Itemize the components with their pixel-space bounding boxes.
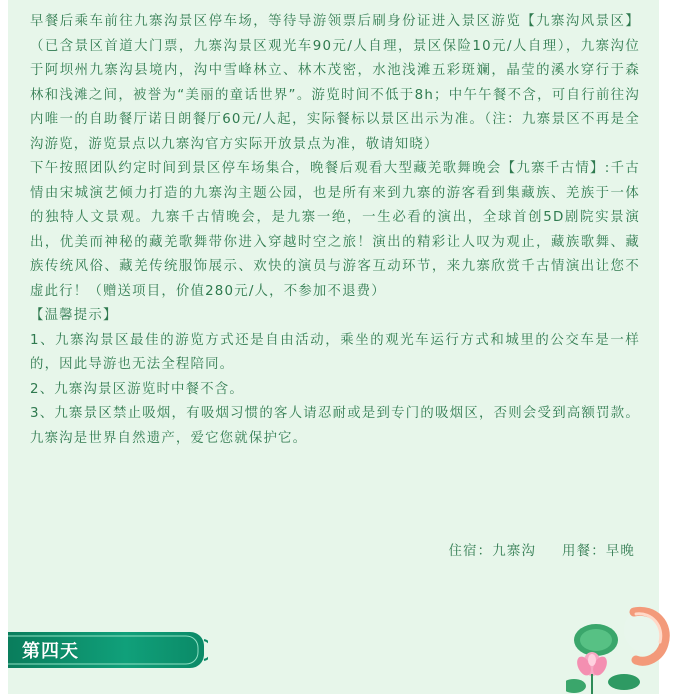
stay-info: 住宿：九寨沟 xyxy=(448,544,537,559)
lotus-koi-illustration xyxy=(566,600,673,694)
stay-meal-info xyxy=(449,540,636,559)
paragraph-jiuzhaigou-tour: 早餐后乘车前往九寨沟景区停车场，等待导游领票后刷身份证进入景区游览【九寨沟风景区】（已含景区首道大门票，九寨沟景区观光车90元/人自理，景区保险10元/人自理），九寨沟位于阿坝州九寨沟县境内，沟中雪峰林立、林木茂密，水池浅滩五彩斑斓，晶莹的溪水穿行于森林和浅滩之间，被誉为“美丽的童话世界”。游览时间不低于8h；中午午餐不含，可自行前往沟内唯一的自助餐厅诺日朗餐厅60元/人起，实际餐标以景区出示为准。（注：九寨景区不再是全沟游览，游览景点以九寨沟官方实际开放景点为准，敬请知晓） xyxy=(30,14,640,152)
paragraph-evening-show: 下午按照团队约定时间到景区停车场集合，晚餐后观看大型藏羌歌舞晚会【九寨千古情】:千古情由宋城演艺倾力打造的九寨沟主题公园，也是所有来到九寨的游客看到集藏族、羌族于一体的独特人文景观。九寨千古情晚会，是九寨一绝，一生必看的演出，全球首创5D剧院实景演出，优美而神秘的藏羌歌舞带你进入穿越时空之旅！演出的精彩让人叹为观止，藏族歌舞、藏族传统风俗、藏羌传统服饰展示、欢快的演员与游客互动环节，来九寨欣赏千古情演出让您不虚此行！（赠送项目，价值280元/人，不参加不退费） xyxy=(30,161,640,299)
tip-item-1: 1、九寨沟景区最佳的游览方式还是自由活动，乘坐的观光车运行方式和城里的公交车是一样的，因此导游也无法全程陪同。 xyxy=(30,332,640,372)
tip-item-3: 3、九寨景区禁止吸烟，有吸烟习惯的客人请忍耐或是到专门的吸烟区，否则会受到高额罚款。九寨沟是世界自然遗产，爱它您就保护它。 xyxy=(30,406,640,446)
itinerary-text xyxy=(30,10,640,451)
tip-item-2: 2、九寨沟景区游览时中餐不含。 xyxy=(30,381,244,397)
day-label: 第四天 xyxy=(22,641,79,662)
meal-info: 用餐：早晚 xyxy=(562,544,635,559)
tips-heading: 【温馨提示】 xyxy=(30,308,118,323)
